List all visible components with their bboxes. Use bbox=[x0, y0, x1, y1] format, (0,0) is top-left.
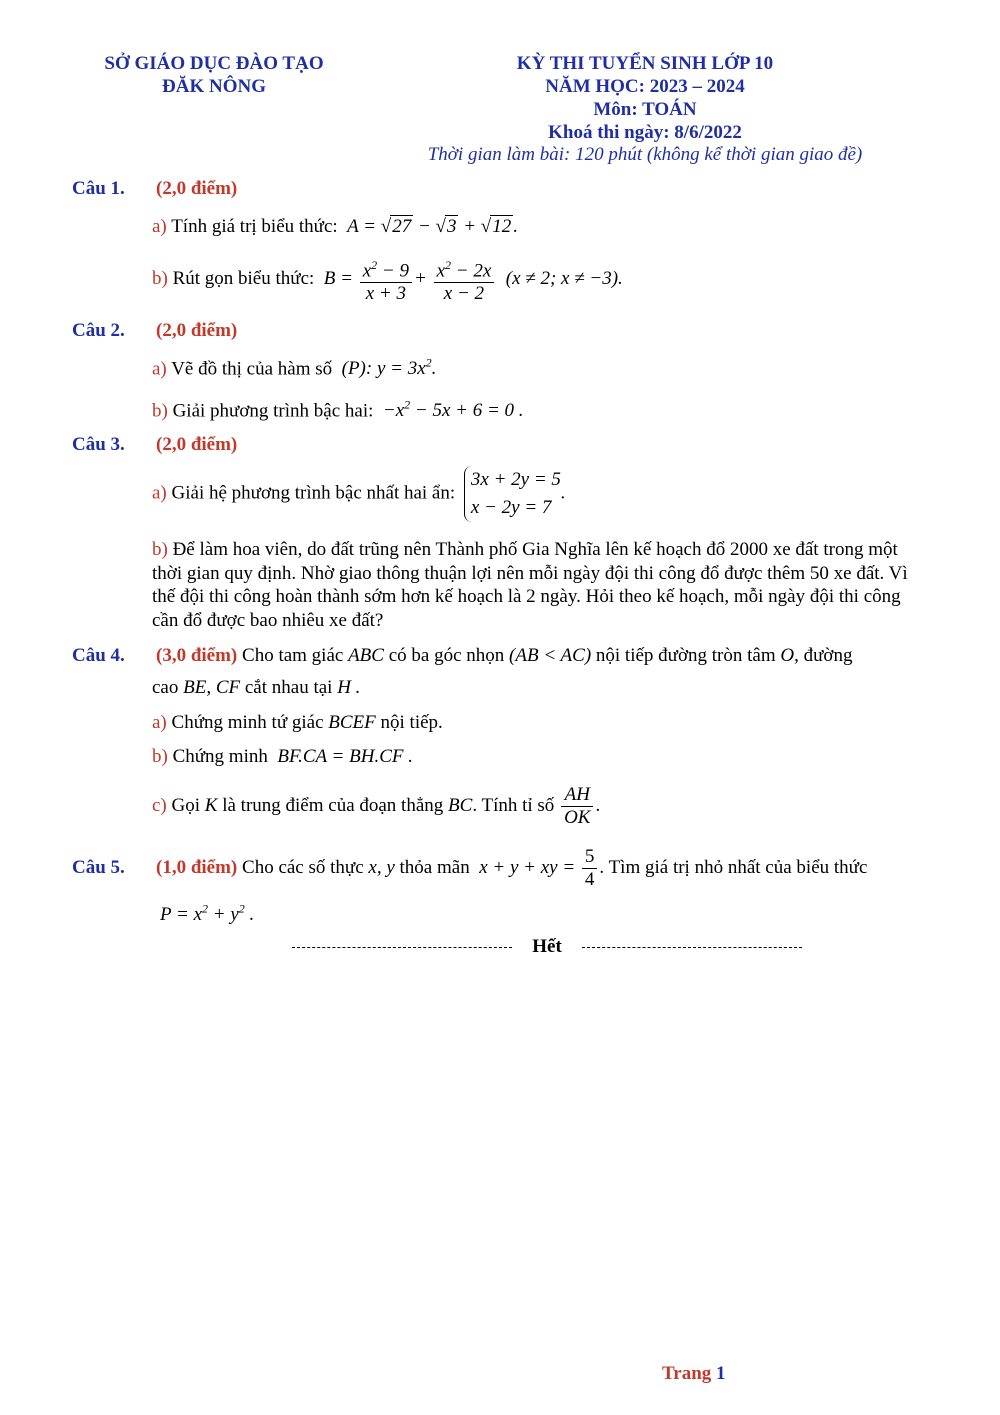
question-4-intro-cont: cao BE, CF cắt nhau tại H . bbox=[152, 677, 361, 698]
question-2-heading bbox=[72, 320, 237, 342]
q4-text: nội tiếp đường tròn tâm bbox=[595, 645, 776, 666]
part-text: . Tính tỉ số bbox=[472, 794, 555, 816]
q5-text: thỏa mãn bbox=[399, 856, 470, 878]
formula-quadratic: $-x^2 - 5x + 6 = 0$ . bbox=[378, 398, 524, 422]
question-points: (2,0 điểm) bbox=[156, 320, 238, 341]
formula-b: B = $\frac{x^2 - 9}{x + 3}$ + $\frac{x^2 - 2x}{x - 2}$ (x ≠ 2; x ≠ −3). bbox=[319, 268, 623, 289]
end-dash-right bbox=[582, 947, 802, 948]
page-word: Trang bbox=[662, 1363, 712, 1384]
exam-title: KỲ THI TUYỂN SINH LỚP 10 bbox=[516, 53, 774, 74]
question-5-expression: $P = x^2 + y^2$ . bbox=[160, 902, 255, 926]
five-quarters-fraction: $\frac{5}{4}$ bbox=[582, 846, 598, 891]
equation-system: 3x + 2y = 5 x − 2y = 7 bbox=[464, 466, 561, 522]
q4-text: , đường bbox=[794, 645, 853, 666]
ratio-fraction: $\frac{AH}{OK}$ bbox=[561, 784, 593, 829]
part-label: b) bbox=[152, 539, 168, 560]
page-number bbox=[662, 1363, 726, 1385]
question-4c: c) Gọi K là trung điểm của đoạn thẳng BC. Tính tỉ số $\frac{AH}{OK}$ . bbox=[152, 784, 601, 828]
question-3b bbox=[152, 538, 912, 632]
part-text: Giải hệ phương trình bậc nhất hai ẩn: bbox=[171, 482, 456, 504]
question-1b bbox=[152, 254, 623, 305]
question-points: (1,0 điểm) bbox=[156, 856, 238, 878]
header-left bbox=[80, 52, 348, 98]
part-label: b) bbox=[152, 400, 168, 422]
question-3a: a) Giải hệ phương trình bậc nhất hai ẩn: 3x + 2y = 5 x − 2y = 7 . bbox=[152, 466, 566, 522]
part-label: a) bbox=[152, 358, 167, 380]
question-number: Câu 2. bbox=[72, 320, 125, 341]
end-dash-left bbox=[292, 947, 512, 948]
subject: Môn: TOÁN bbox=[593, 99, 697, 120]
question-number: Câu 5. bbox=[72, 856, 125, 878]
department-name: SỞ GIÁO DỤC ĐÀO TẠO bbox=[104, 53, 324, 74]
part-text: Vẽ đồ thị của hàm số bbox=[171, 358, 333, 380]
question-number: Câu 4. bbox=[72, 645, 125, 666]
question-points: (2,0 điểm) bbox=[156, 178, 238, 199]
question-4a: a) Chứng minh tứ giác BCEF nội tiếp. bbox=[152, 712, 443, 733]
time-note: Thời gian làm bài: 120 phút (không kể thời gian giao đề) bbox=[427, 144, 863, 165]
question-4-heading: Câu 4. (3,0 điểm) Cho tam giác ABC có ba góc nhọn (AB < AC) nội tiếp đường tròn tâm O, đường bbox=[72, 645, 853, 666]
part-label: b) bbox=[152, 268, 168, 290]
q5-text: Cho các số thực bbox=[242, 856, 364, 878]
question-number: Câu 3. bbox=[72, 434, 125, 455]
q4-text: cao bbox=[152, 677, 179, 698]
part-text: Tính giá trị biểu thức: bbox=[171, 216, 338, 237]
exam-date: Khoá thi ngày: 8/6/2022 bbox=[548, 122, 742, 143]
question-2a bbox=[152, 356, 436, 380]
question-2b bbox=[152, 398, 524, 422]
part-text: là trung điểm của đoạn thẳng bbox=[222, 794, 444, 816]
q5-text: . Tìm giá trị nhỏ nhất của biểu thức bbox=[599, 856, 868, 878]
part-text: Rút gọn biểu thức: bbox=[172, 268, 315, 290]
part-text: Gọi bbox=[171, 794, 201, 816]
part-label: a) bbox=[152, 712, 167, 733]
question-points: (3,0 điểm) bbox=[156, 645, 238, 666]
q4-text: cắt nhau tại bbox=[244, 677, 333, 698]
end-word: Hết bbox=[532, 936, 562, 957]
school-year: NĂM HỌC: 2023 – 2024 bbox=[545, 76, 745, 97]
page-num: 1 bbox=[716, 1363, 726, 1384]
part-text: Để làm hoa viên, do đất trũng nên Thành phố Gia Nghĩa lên kế hoạch đổ 2000 xe đất trong một thời gian quy định. Nhờ giao thông thuận lợi nên mỗi ngày đội thi công đổ được thêm 50 xe đất. Vì thế đội thi công hoàn thành sớm hơn kế hoạch là 2 ngày. Hỏi theo kế hoạch, mỗi ngày đội thi công cần đổ được bao nhiêu xe đất? bbox=[152, 539, 908, 631]
question-number: Câu 1. bbox=[72, 178, 125, 199]
part-label: a) bbox=[152, 216, 167, 237]
province-name: ĐĂK NÔNG bbox=[162, 76, 266, 97]
question-points: (2,0 điểm) bbox=[156, 434, 238, 455]
part-label: a) bbox=[152, 482, 167, 504]
formula-parabola: (P): $y = 3x^2$. bbox=[336, 356, 437, 380]
part-text: Giải phương trình bậc hai: bbox=[172, 400, 374, 422]
q4-text: có ba góc nhọn bbox=[388, 645, 505, 666]
part-text: Chứng minh tứ giác bbox=[171, 712, 324, 733]
header-right bbox=[450, 52, 840, 144]
question-4b: b) Chứng minh BF.CA = BH.CF . bbox=[152, 746, 413, 767]
question-1a bbox=[152, 216, 518, 238]
formula-a: A = √27 − √3 + √12 . bbox=[342, 216, 518, 237]
part-label: b) bbox=[152, 746, 168, 767]
q4-text: Cho tam giác bbox=[242, 645, 344, 666]
part-text: nội tiếp. bbox=[380, 712, 443, 733]
question-5-heading: Câu 5. (1,0 điểm) Cho các số thực x, y thỏa mãn x + y + xy = $\frac{5}{4}$ . Tìm giá trị nhỏ nhất của biểu thức bbox=[72, 846, 868, 890]
question-1-heading bbox=[72, 178, 237, 200]
end-marker bbox=[292, 936, 802, 958]
question-3-heading bbox=[72, 434, 237, 456]
part-text: Chứng minh bbox=[172, 746, 268, 767]
part-label: c) bbox=[152, 794, 167, 816]
